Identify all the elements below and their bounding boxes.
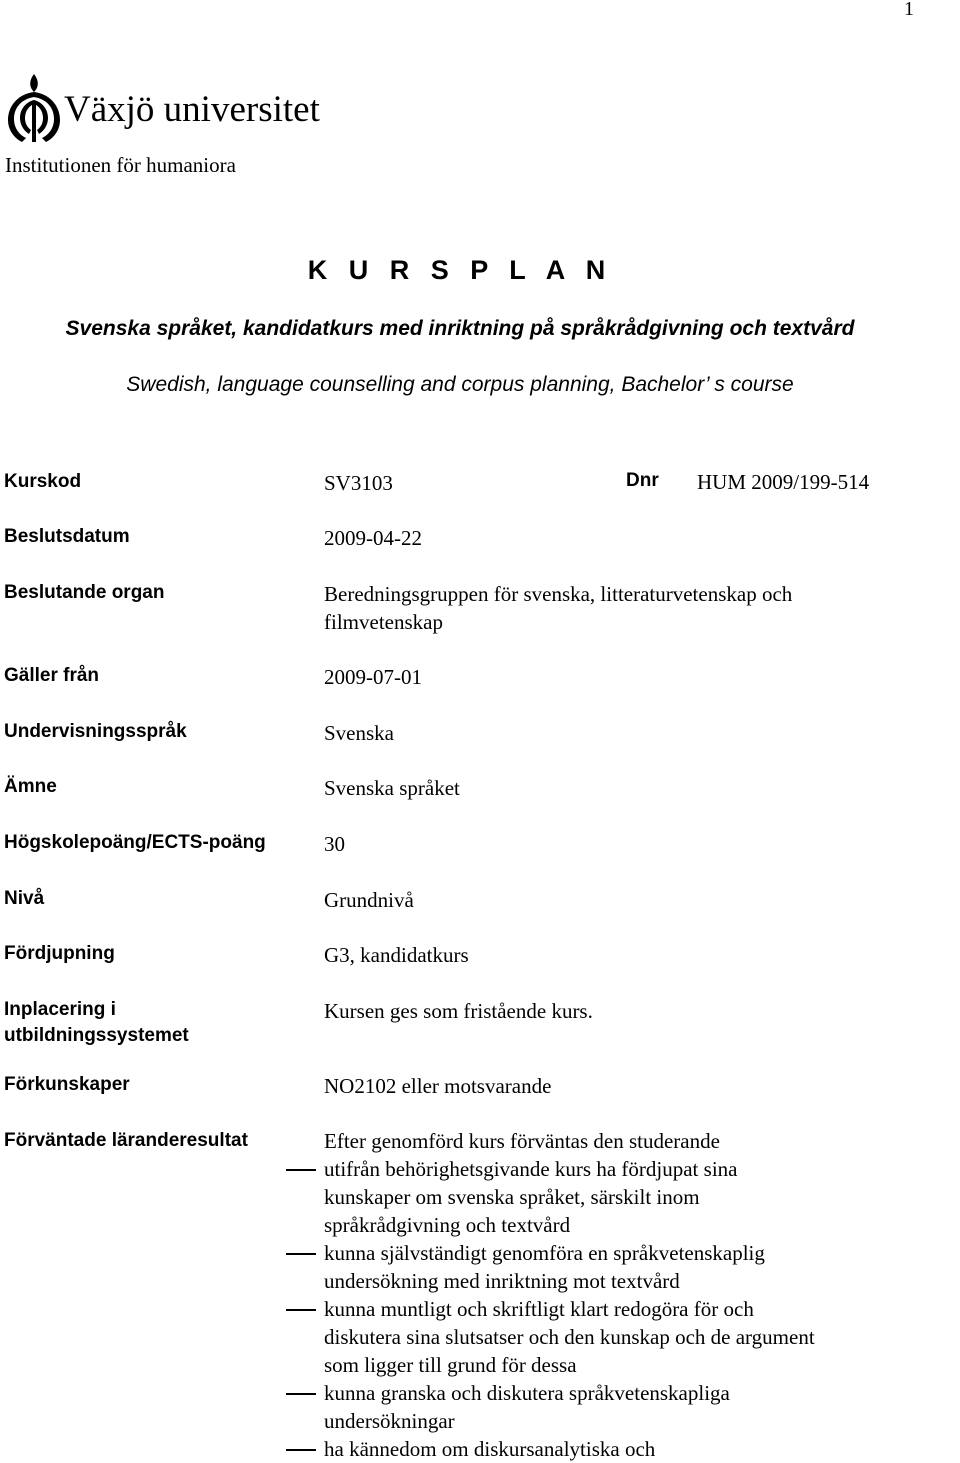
page-number: 1 xyxy=(904,0,914,20)
beslutande-organ-value-line2: filmvetenskap xyxy=(324,610,443,634)
list-item-line: kunna granska och diskutera språkvetenskapliga xyxy=(324,1381,730,1405)
list-item-line: ha kännedom om diskursanalytiska och xyxy=(324,1437,656,1461)
beslutsdatum-label: Beslutsdatum xyxy=(4,526,130,547)
dash-bullet-icon xyxy=(286,1309,316,1311)
fordjupning-label: Fördjupning xyxy=(4,943,115,964)
kurskod-label: Kurskod xyxy=(4,471,82,492)
dnr-value: HUM 2009/199-514 xyxy=(697,470,870,494)
undervisningssprak-value: Svenska xyxy=(324,721,394,745)
dash-bullet-icon xyxy=(286,1449,316,1451)
department-name: Institutionen för humaniora xyxy=(5,153,236,177)
beslutsdatum-value: 2009-04-22 xyxy=(324,526,422,550)
niva-label: Nivå xyxy=(4,888,45,909)
list-item-line: kunna muntligt och skriftligt klart redogöra för och xyxy=(324,1297,754,1321)
dash-bullet-icon xyxy=(286,1169,316,1171)
dnr-label: Dnr xyxy=(626,470,659,491)
document-title: K U R S P L A N xyxy=(307,255,613,285)
list-item-line: kunskaper om svenska språket, särskilt inom xyxy=(324,1185,700,1209)
list-item xyxy=(252,1239,960,1295)
forvantade-label: Förväntade läranderesultat xyxy=(4,1130,248,1151)
university-logo-icon xyxy=(4,72,66,144)
list-item xyxy=(252,1155,960,1239)
dash-bullet-icon xyxy=(286,1253,316,1255)
galler-fran-value: 2009-07-01 xyxy=(324,665,422,689)
forvantade-section xyxy=(324,1127,960,1463)
kurskod-value: SV3103 xyxy=(324,471,393,495)
undervisningssprak-label: Undervisningsspråk xyxy=(4,721,187,742)
list-item xyxy=(252,1379,960,1435)
amne-label: Ämne xyxy=(4,776,57,797)
list-item-line: som ligger till grund för dessa xyxy=(324,1353,577,1377)
outcomes-list xyxy=(252,1155,960,1463)
hogskolepoang-value: 30 xyxy=(324,832,345,856)
inplacering-label-line1: Inplacering i xyxy=(4,999,116,1020)
forvantade-intro: Efter genomförd kurs förväntas den studerande xyxy=(324,1129,720,1153)
list-item-line: kunna självständigt genomföra en språkvetenskaplig xyxy=(324,1241,765,1265)
fordjupning-value: G3, kandidatkurs xyxy=(324,943,469,967)
course-title-english: Swedish, language counselling and corpus planning, Bachelor’ s course xyxy=(126,373,794,396)
list-item-line: undersökning med inriktning mot textvård xyxy=(324,1269,680,1293)
niva-value: Grundnivå xyxy=(324,888,414,912)
hogskolepoang-label: Högskolepoäng/ECTS-poäng xyxy=(4,832,266,853)
dash-bullet-icon xyxy=(286,1393,316,1395)
list-item-line: diskutera sina slutsatser och den kunskap och de argument xyxy=(324,1325,815,1349)
forkunskaper-value: NO2102 eller motsvarande xyxy=(324,1074,552,1098)
beslutande-organ-label: Beslutande organ xyxy=(4,582,165,603)
amne-value: Svenska språket xyxy=(324,776,460,800)
course-title-swedish: Svenska språket, kandidatkurs med inriktning på språkrådgivning och textvård xyxy=(65,317,855,340)
inplacering-label xyxy=(4,997,189,1049)
galler-fran-label: Gäller från xyxy=(4,665,100,686)
forkunskaper-label: Förkunskaper xyxy=(4,1074,130,1095)
logo-wordmark: Växjö universitet xyxy=(64,89,320,130)
list-item-line: språkrådgivning och textvård xyxy=(324,1213,571,1237)
list-item-line: undersökningar xyxy=(324,1409,455,1433)
beslutande-organ-value xyxy=(324,580,792,636)
inplacering-value: Kursen ges som fristående kurs. xyxy=(324,999,593,1023)
list-item xyxy=(252,1295,960,1379)
list-item xyxy=(252,1435,960,1463)
list-item-line: utifrån behörighetsgivande kurs ha fördjupat sina xyxy=(324,1157,738,1181)
beslutande-organ-value-line1: Beredningsgruppen för svenska, litteraturvetenskap och xyxy=(324,582,793,606)
inplacering-label-line2: utbildningssystemet xyxy=(4,1025,189,1046)
